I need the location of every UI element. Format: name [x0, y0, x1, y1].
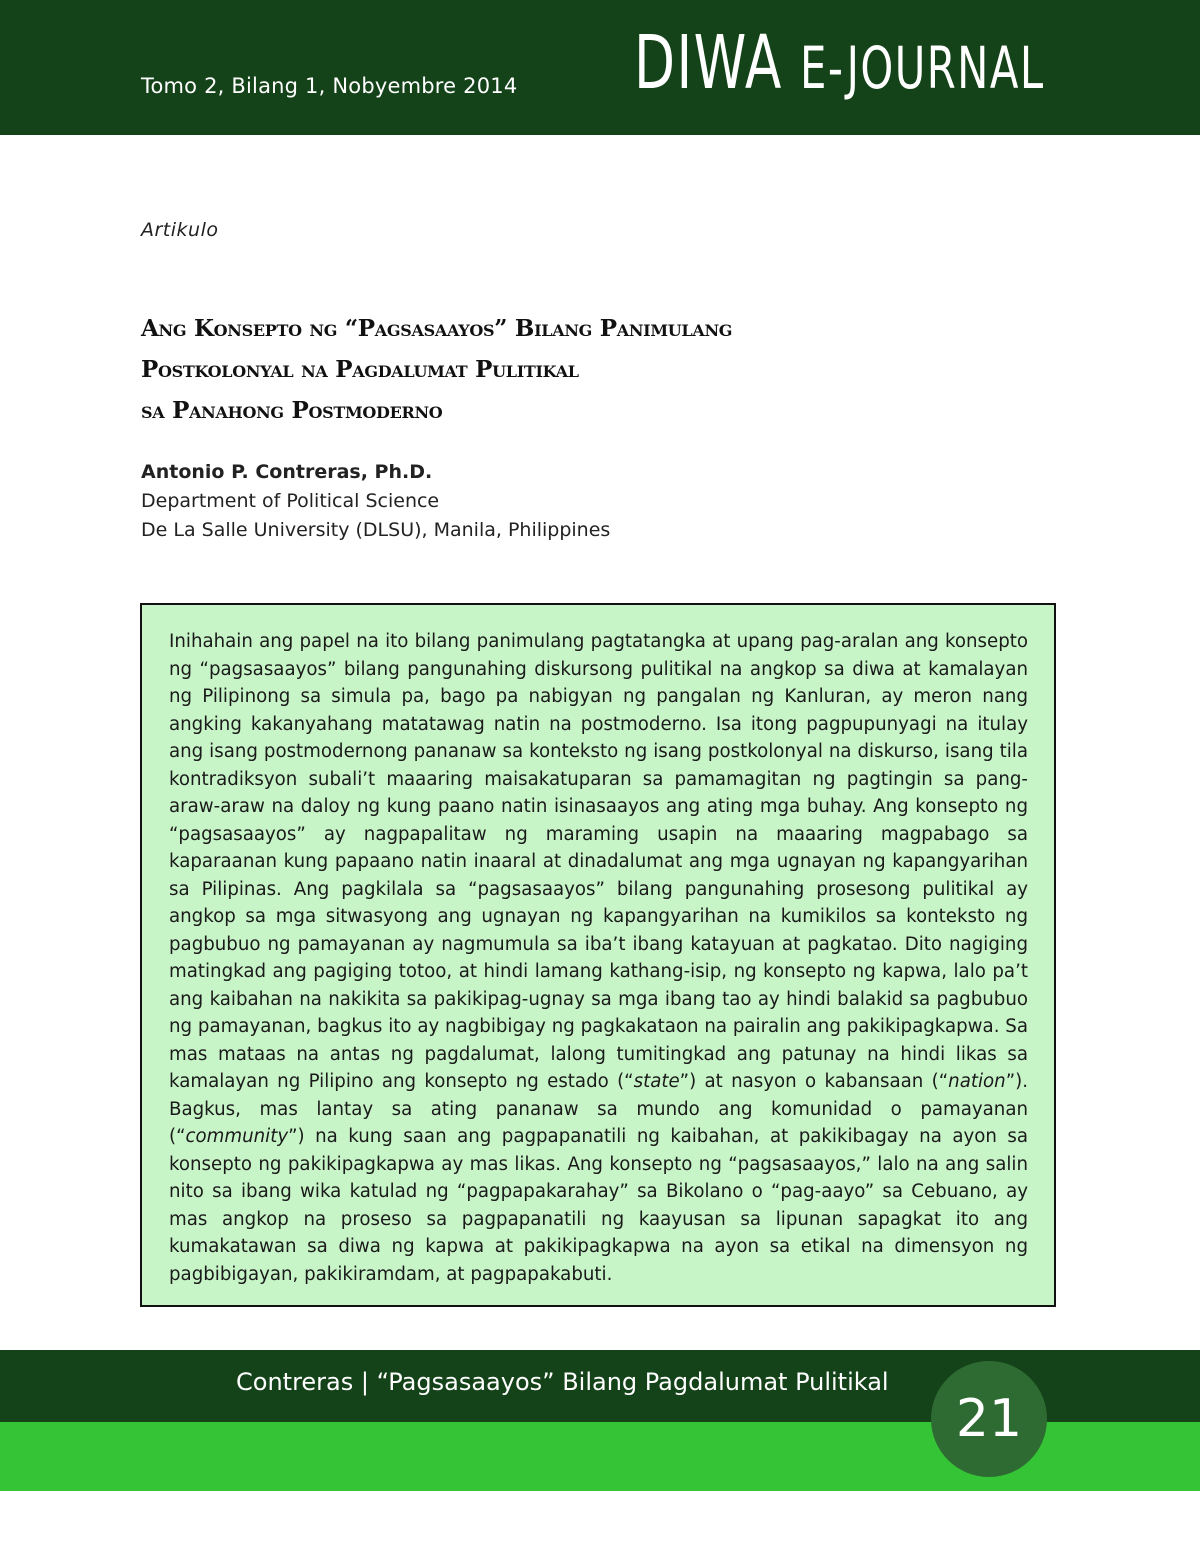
journal-name-ejournal: E-JOURNAL [800, 34, 1045, 102]
abstract-part: ”) at nasyon o kabansaan (“ [679, 1071, 949, 1092]
journal-logo [634, 20, 1140, 106]
title-line: Postkolonyal na Pagdalumat Pulitikal [141, 356, 579, 383]
abstract-part: Inihahain ang papel na ito bilang panimulang pagtatangka at upang pag-aralan ang konsepto ng “pagsasaayos” bilang pangunahing diskursong pulitikal na angkop sa diwa at kamalayan ng Pilipinong sa simula pa, bago pa nabigyan ng pangalan ng Kanluran, ay meron nang angking kakanyahang matatawag natin na postmoderno. Isa itong pagpupunyagi na itulay ang isang postmodernong pananaw sa konteksto ng isang postkolonyal na diskurso, isang tila kontradiksyon subali’t maaaring maisakatuparan sa pamamagitan ng pagtingin sa pang-araw-araw na daloy ng kung paano natin isinasaayos ang ating mga buhay. Ang konsepto ng “pagsasaayos” ay nagpapalitaw ng maraming usapin na maaaring magpabago sa kaparaanan kung papaano natin inaaral at dinadalumat ang mga ugnayan ng kapangyarihan sa Pilipinas. Ang pagkilala sa “pagsasaayos” bilang pangunahing prosesong pulitikal ay angkop sa mga sitwasyong ang ugnayan ng kapangyarihan na kumikilos sa konteksto ng pagbubuo ng pamayanan ay nagmumula sa iba’t ibang katayuan at pagkatao. Dito nagiging matingkad ang pagiging totoo, at hindi lamang kathang-isip, ng konsepto ng kapwa, lalo pa’t ang kaibahan na nakikita sa pakikipag-ugnay sa mga ibang tao ay hindi balakid sa pagbubuo ng pamayanan, bagkus ito ay nagbibigay ng pagkakataon na pairalin ang pakikipagkapwa. Sa mas mataas na antas ng pagdalumat, lalong tumitingkad ang patunay na hindi likas sa kamalayan ng Pilipino ang konsepto ng estado (“ [169, 631, 1028, 1092]
abstract-term-state: state [633, 1071, 680, 1092]
abstract-text [169, 628, 1028, 1288]
author-department: Department of Political Science [141, 490, 440, 512]
article-title [141, 308, 1041, 431]
page-number-badge [931, 1361, 1047, 1477]
title-line: sa Panahong Postmoderno [141, 397, 443, 424]
abstract-part: ”) na kung saan ang pagpapanatili ng kaibahan, at pakikibagay na ayon sa konsepto ng pakikipagkapwa ay mas likas. Ang konsepto ng “pagsasaayos,” lalo na ang salin nito sa ibang wika katulad ng “pagpapakarahay” sa Bikolano o “pag-aayo” sa Cebuano, ay mas angkop na proseso sa pagpapanatili ng kaayusan sa lipunan sapagkat ito ang kumakatawan sa diwa ng kapwa at pakikipagkapwa na ayon sa etikal na dimensyon ng pagbibigayan, pakikiramdam, at pagpapakabuti. [169, 1126, 1028, 1285]
issue-info: Tomo 2, Bilang 1, Nobyembre 2014 [141, 74, 518, 98]
section-label: Artikulo [141, 219, 219, 241]
abstract-part: ”). Bagkus, mas lantay sa ating pananaw sa mundo ang komunidad o pamayanan (“ [169, 1071, 1028, 1147]
page-number: 21 [955, 1389, 1023, 1449]
author-affiliation: De La Salle University (DLSU), Manila, Philippines [141, 519, 611, 541]
title-line: Ang Konsepto ng “Pagsasaayos” Bilang Panimulang [141, 315, 733, 342]
abstract-term-community: community [185, 1126, 289, 1147]
author-block [141, 458, 610, 545]
abstract-box [140, 603, 1056, 1307]
author-name: Antonio P. Contreras, Ph.D. [141, 461, 433, 483]
running-head: Contreras | “Pagsasaayos” Bilang Pagdalumat Pulitikal [236, 1368, 889, 1396]
abstract-term-nation: nation [948, 1071, 1006, 1092]
journal-name-diwa: DIWA [634, 20, 783, 106]
